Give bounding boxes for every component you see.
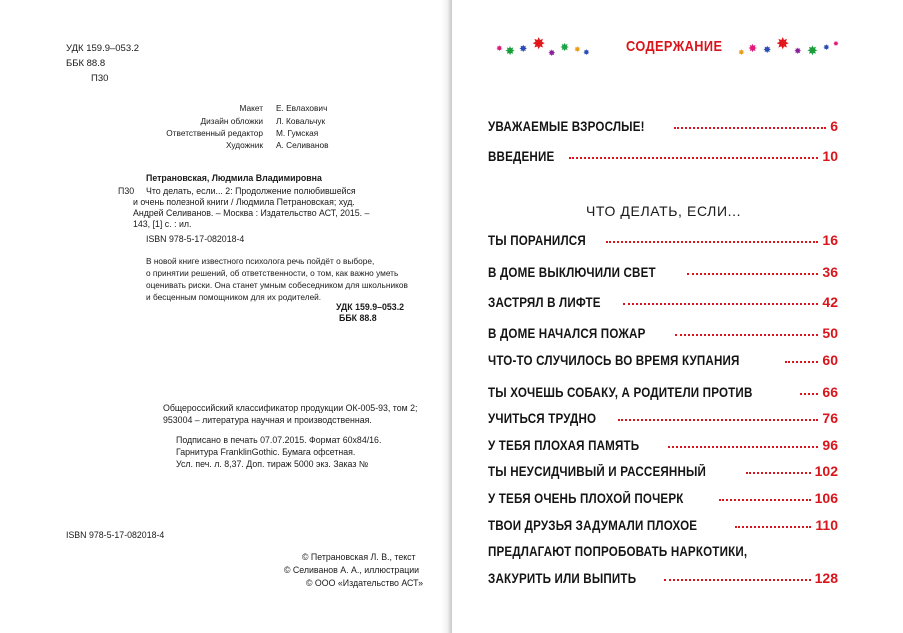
toc-entry-label: В ДОМЕ ВЫКЛЮЧИЛИ СВЕТ xyxy=(488,265,656,280)
description-line: Что делать, если... 2: Продолжение полюбившейся xyxy=(146,186,356,196)
annotation-line: оценивать риски. Она станет умным собеседником для школьников xyxy=(146,280,408,290)
toc-page-number: 96 xyxy=(822,437,838,453)
toc-leader-dots xyxy=(674,127,826,129)
copyright-line: © ООО «Издательство АСТ» xyxy=(306,578,423,588)
toc-entry-label: ЧТО-ТО СЛУЧИЛОСЬ ВО ВРЕМЯ КУПАНИЯ xyxy=(488,353,740,368)
toc-page-number: 106 xyxy=(814,490,838,506)
star-icon: ✸ xyxy=(505,44,516,58)
toc-entry-label: ТВОИ ДРУЗЬЯ ЗАДУМАЛИ ПЛОХОЕ xyxy=(488,518,698,533)
star-icon: ✸ xyxy=(574,45,581,54)
toc-page-number: 6 xyxy=(830,118,838,134)
toc-entry-label: ТЫ ХОЧЕШЬ СОБАКУ, А РОДИТЕЛИ ПРОТИВ xyxy=(488,385,753,400)
star-icon: ✸ xyxy=(548,48,556,58)
credit-role: Макет xyxy=(239,103,263,113)
isbn-inline: ISBN 978-5-17-082018-4 xyxy=(146,234,245,244)
star-icon: ✸ xyxy=(748,43,758,55)
toc-entry-label: У ТЕБЯ ПЛОХАЯ ПАМЯТЬ xyxy=(488,438,640,453)
toc-leader-dots xyxy=(800,393,819,395)
toc-entry xyxy=(488,384,838,402)
star-icon: ✸ xyxy=(823,43,830,52)
catalog-code: П30 xyxy=(118,186,135,196)
print-line: Гарнитура FranklinGothic. Бумага офсетная. xyxy=(176,447,356,457)
toc-entry-label: ТЫ НЕУСИДЧИВЫЙ И РАССЕЯННЫЙ xyxy=(488,464,707,479)
star-icon: ✸ xyxy=(776,36,790,53)
toc-entry xyxy=(488,352,838,370)
star-icon: ✸ xyxy=(794,46,802,56)
toc-page-number: 60 xyxy=(822,352,838,368)
toc-entry-label: ЗАКУРИТЬ ИЛИ ВЫПИТЬ xyxy=(488,571,637,586)
credit-role: Ответственный редактор xyxy=(166,128,263,138)
toc-leader-dots xyxy=(668,446,818,448)
annotation-line: о принятии решений, об ответственности, о том, как важно уметь xyxy=(146,268,399,278)
contents-title: СОДЕРЖАНИЕ xyxy=(626,38,723,55)
toc-page-number: 36 xyxy=(822,264,838,280)
credit-role: Дизайн обложки xyxy=(200,116,263,126)
toc-leader-dots xyxy=(569,157,818,159)
toc-entry-label: ВВЕДЕНИЕ xyxy=(488,149,555,164)
print-line: Усл. печ. л. 8,37. Доп. тираж 5000 экз. Заказ № xyxy=(176,459,369,469)
star-icon: ✸ xyxy=(763,45,772,56)
annotation-line: В новой книге известного психолога речь пойдёт о выборе, xyxy=(146,256,375,266)
toc-entry xyxy=(488,148,838,166)
bbk-code: ББК 88.8 xyxy=(66,58,106,69)
copyright-line: © Селиванов А. А., иллюстрации xyxy=(284,565,420,575)
toc-entry-label: УВАЖАЕМЫЕ ВЗРОСЛЫЕ! xyxy=(488,119,645,134)
toc-entry xyxy=(488,410,838,428)
author-name: Петрановская, Людмила Владимировна xyxy=(146,173,322,183)
toc-page-number: 50 xyxy=(822,325,838,341)
toc-leader-dots xyxy=(606,241,819,243)
classifier-line: Общероссийский классификатор продукции ОК-005-93, том 2; xyxy=(163,403,418,413)
toc-leader-dots xyxy=(719,499,810,501)
toc-page-number: 10 xyxy=(822,148,838,164)
star-icon: ✸ xyxy=(807,43,818,58)
toc-page-number: 16 xyxy=(822,232,838,248)
toc-entry-label: УЧИТЬСЯ ТРУДНО xyxy=(488,411,597,426)
toc-leader-dots xyxy=(735,526,811,528)
toc-entry xyxy=(488,294,838,312)
toc-leader-dots xyxy=(618,419,819,421)
toc-page-number: 42 xyxy=(822,294,838,310)
toc-entry xyxy=(488,264,838,282)
annotation-line: и бесценным помощником для их родителей. xyxy=(146,292,322,302)
toc-entry-line1 xyxy=(488,544,838,562)
classifier-line: 953004 – литература научная и производственная. xyxy=(163,415,372,425)
toc-entry-label: В ДОМЕ НАЧАЛСЯ ПОЖАР xyxy=(488,326,646,341)
bbk-code-bottom: ББК 88.8 xyxy=(339,313,377,323)
toc-leader-dots xyxy=(785,361,819,363)
toc-page-number: 102 xyxy=(814,463,838,479)
star-icon: ✸ xyxy=(738,48,745,57)
toc-entry xyxy=(488,517,838,535)
description-line: Андрей Селиванов. – Москва : Издательство АСТ, 2015. – xyxy=(133,208,370,218)
right-page-contents xyxy=(452,0,903,633)
toc-entry xyxy=(488,490,838,508)
toc-leader-dots xyxy=(746,472,811,474)
udk-code-bottom: УДК 159.9–053.2 xyxy=(336,302,405,312)
author-code: П30 xyxy=(91,73,109,84)
star-icon: ✸ xyxy=(532,36,546,53)
toc-page-number: 66 xyxy=(822,384,838,400)
credit-name: Л. Ковальчук xyxy=(276,116,326,126)
toc-leader-dots xyxy=(675,334,818,336)
star-icon: ✸ xyxy=(560,42,570,54)
toc-leader-dots xyxy=(664,579,810,581)
toc-entry xyxy=(488,463,838,481)
udk-code: УДК 159.9–053.2 xyxy=(66,43,140,54)
toc-page-number: 110 xyxy=(815,517,838,533)
toc-page-number: 76 xyxy=(822,410,838,426)
print-line: Подписано в печать 07.07.2015. Формат 60х84/16. xyxy=(176,435,382,445)
description-line: 143, [1] с. : ил. xyxy=(133,219,192,229)
credit-name: Е. Евлахович xyxy=(276,103,328,113)
toc-entry xyxy=(488,232,838,250)
toc-leader-dots xyxy=(687,273,818,275)
section-heading: ЧТО ДЕЛАТЬ, ЕСЛИ... xyxy=(586,203,742,219)
credit-name: М. Гумская xyxy=(276,128,319,138)
description-line: и очень полезной книги / Людмила Петрановская; худ. xyxy=(133,197,355,207)
star-icon: ✸ xyxy=(833,41,839,48)
toc-page-number: 128 xyxy=(814,570,838,586)
toc-entry xyxy=(488,325,838,343)
toc-entry-label: У ТЕБЯ ОЧЕНЬ ПЛОХОЙ ПОЧЕРК xyxy=(488,491,684,506)
toc-leader-dots xyxy=(623,303,818,305)
left-page-imprint xyxy=(0,0,450,633)
star-icon: ✸ xyxy=(496,44,503,53)
star-icon: ✸ xyxy=(583,48,590,57)
star-icon: ✸ xyxy=(519,44,528,55)
toc-entry-label: ТЫ ПОРАНИЛСЯ xyxy=(488,233,586,248)
toc-entry-label: ПРЕДЛАГАЮТ ПОПРОБОВАТЬ НАРКОТИКИ, xyxy=(488,544,748,559)
copyright-line: © Петрановская Л. В., текст xyxy=(302,552,416,562)
credit-name: А. Селиванов xyxy=(276,140,329,150)
credit-role: Художник xyxy=(226,140,263,150)
toc-entry-label: ЗАСТРЯЛ В ЛИФТЕ xyxy=(488,295,601,310)
isbn-bottom: ISBN 978-5-17-082018-4 xyxy=(66,530,165,540)
toc-entry xyxy=(488,437,838,455)
toc-entry xyxy=(488,570,838,588)
toc-entry xyxy=(488,118,838,136)
